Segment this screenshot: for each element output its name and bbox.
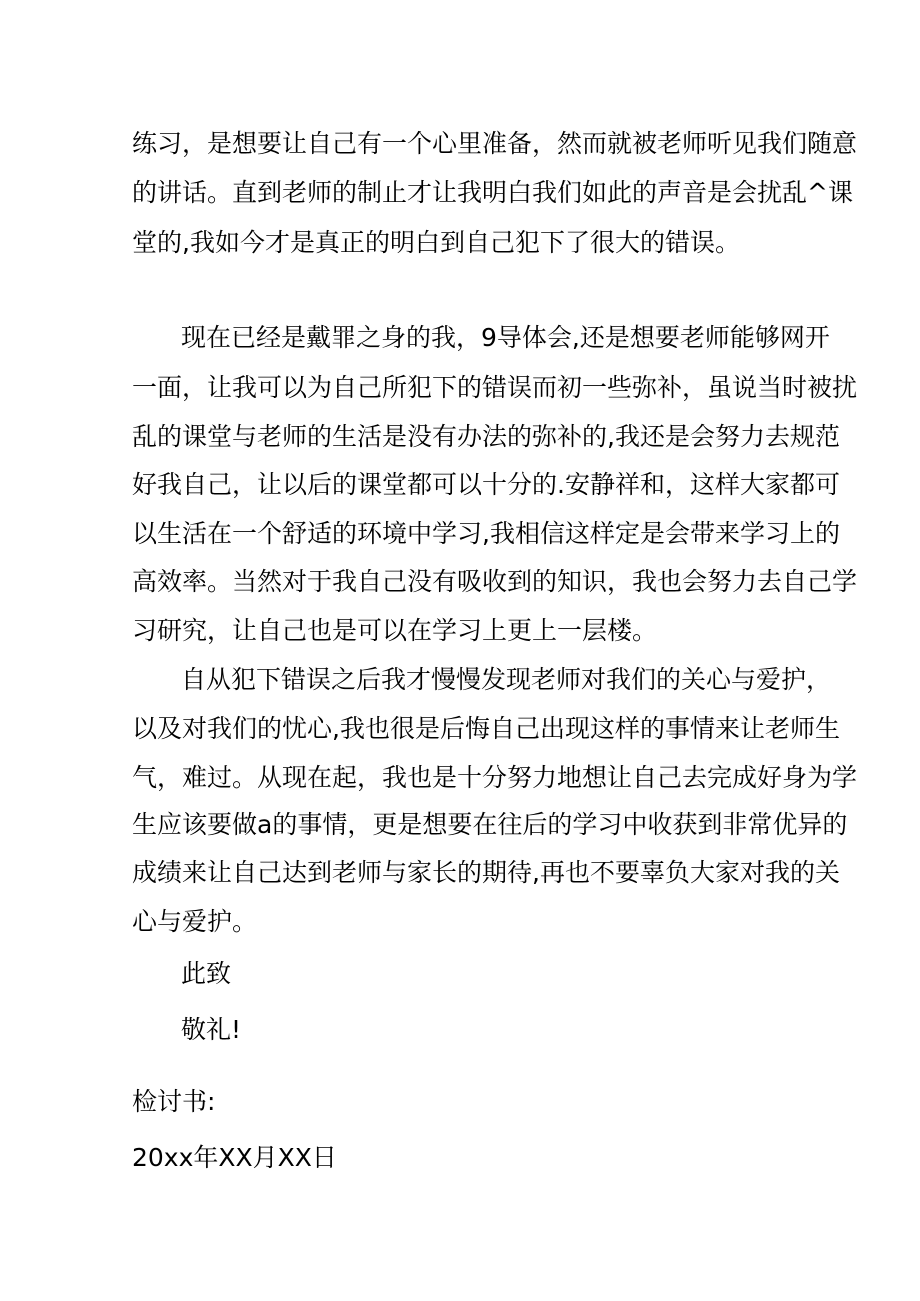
closing-salutation-2: 敬礼! [181,1015,242,1044]
paragraph-2-line-4: 好我自己，让以后的课堂都可以十分的.安静祥和，这样大家都可 [132,470,840,499]
paragraph-1-line-1: 练习，是想要让自己有一个心里准备，然而就被老师听见我们随意 [132,129,858,158]
paragraph-3-line-6: 心与爱护。 [132,907,258,936]
paragraph-3-line-1: 自从犯下错误之后我才慢慢发现老师对我们的关心与爱护， [181,665,832,694]
closing-salutation-1: 此致 [181,959,232,988]
paragraph-3-line-5: 成绩来让自己达到老师与家长的期待,再也不要辜负大家对我的关 [132,858,840,887]
paragraph-2-line-7: 习研究，让自己也是可以在学习上更上一层楼。 [132,616,658,645]
paragraph-3-line-2: 以及对我们的忧心,我也很是后悔自己出现这样的事情来让老师生 [132,714,840,743]
paragraph-2-line-1: 现在已经是戴罪之身的我，9导体会,还是想要老师能够网开 [181,323,830,352]
paragraph-1-line-3: 堂的,我如今才是真正的明白到自己犯下了很大的错误。 [132,228,740,257]
paragraph-2-line-6: 高效率。当然对于我自己没有吸收到的知识，我也会努力去自己学 [132,567,858,596]
paragraph-1-line-2: 的讲话。直到老师的制止才让我明白我们如此的声音是会扰乱^课 [132,178,853,207]
paragraph-3-line-4: 生应该要做a的事情，更是想要在往后的学习中收获到非常优异的 [132,810,848,839]
paragraph-2-line-3: 乱的课堂与老师的生活是没有办法的弥补的,我还是会努力去规范 [132,422,840,451]
paragraph-3-line-3: 气，难过。从现在起，我也是十分努力地想让自己去完成好身为学 [132,763,858,792]
paragraph-2-line-2: 一面，让我可以为自己所犯下的错误而初一些弥补，虽说当时被扰 [132,373,858,402]
signature-date: 20xx年XX月XX日 [132,1143,337,1172]
signature-title: 检讨书: [132,1087,216,1116]
paragraph-2-line-5: 以生活在一个舒适的环境中学习,我相信这样定是会带来学习上的 [132,519,840,548]
